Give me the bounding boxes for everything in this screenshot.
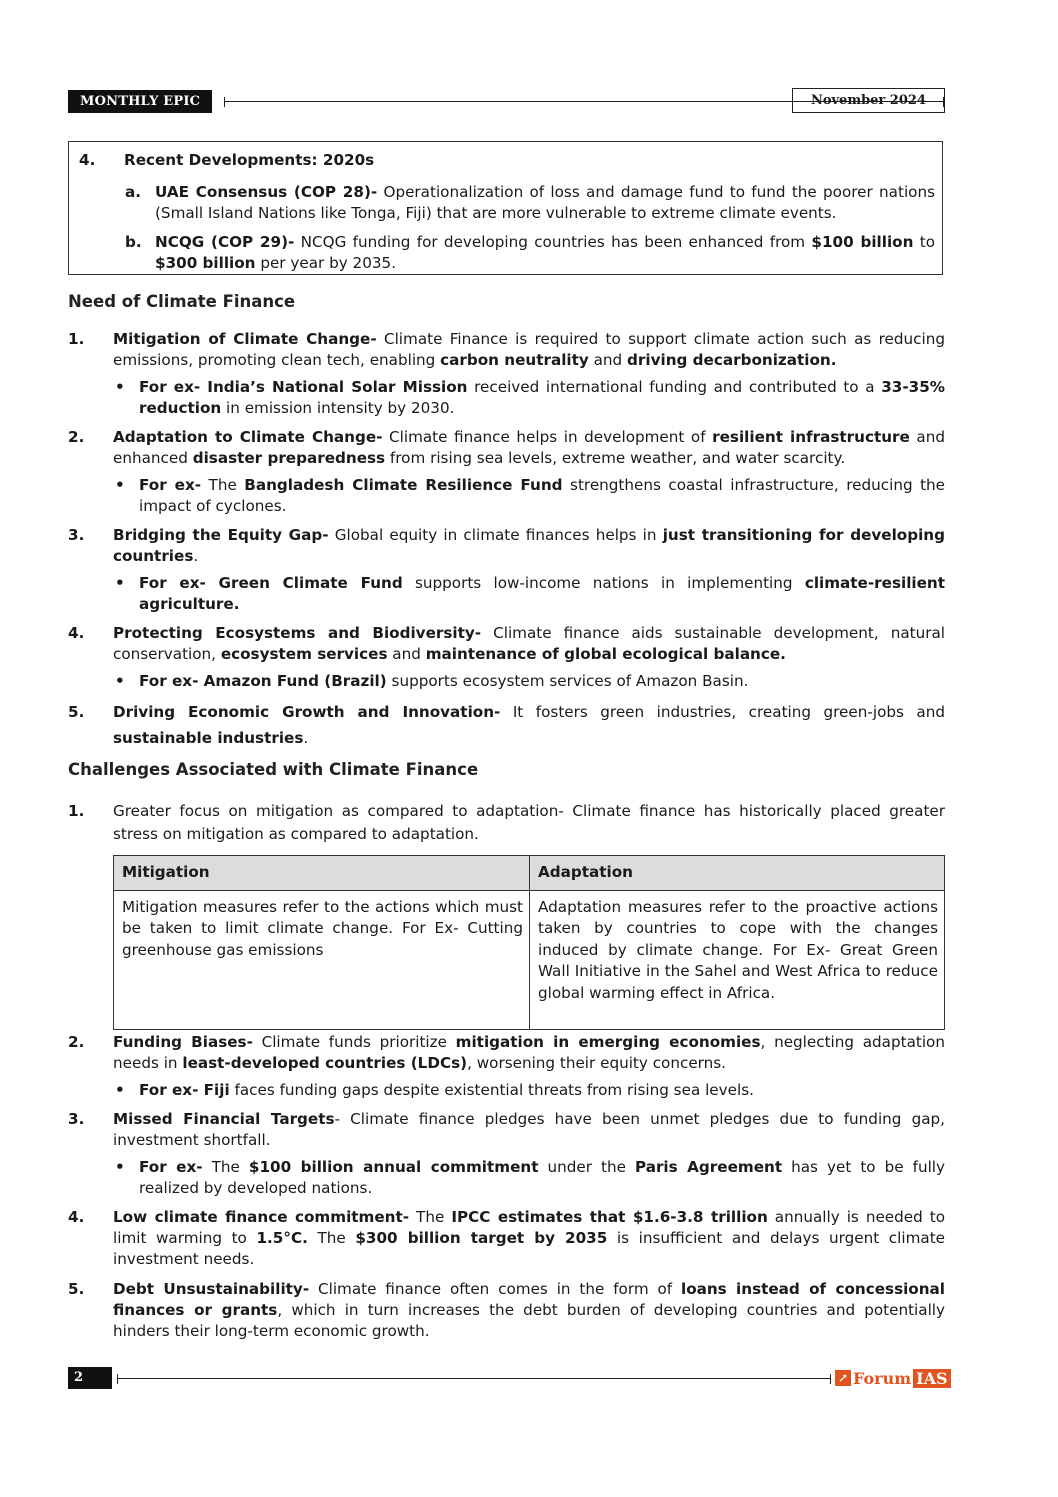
item-number: 5.: [68, 703, 85, 721]
item-number: 2.: [68, 1033, 85, 1051]
item-number: 2.: [68, 428, 85, 446]
footer-rule: [117, 1378, 831, 1379]
item-title: Driving Economic Growth and Innovation-: [113, 703, 501, 721]
box-number: 4.: [79, 151, 96, 169]
bullet-emphasis: $100 billion annual commitment: [248, 1158, 539, 1176]
item-text: - Climate finance pledges have been unmet pledges due to funding gap, investment shortfall.: [113, 1110, 946, 1149]
logo-forum-text: Forum: [853, 1368, 912, 1388]
item-text: is insufficient and delays urgent climate investment needs.: [113, 1229, 945, 1268]
item-number: 1.: [68, 330, 85, 348]
bullet-dot: •: [115, 378, 125, 396]
bullet-text: supports ecosystem services of Amazon Basin.: [386, 672, 749, 690]
item-text: The: [409, 1208, 452, 1226]
need-item-3: [68, 525, 945, 567]
challenge-bullet-3: [113, 1157, 945, 1199]
item-text: from rising sea levels, extreme weather, and water scarcity.: [385, 449, 846, 467]
challenge-item-2: [68, 1032, 945, 1074]
need-item-4: [68, 623, 945, 665]
bullet-text: faces funding gaps despite existential threats from rising sea levels.: [229, 1081, 754, 1099]
item-number: 4.: [68, 624, 85, 642]
item-text: and: [387, 645, 426, 663]
need-item-2: [68, 427, 945, 469]
item-number: 4.: [68, 1208, 85, 1226]
box-heading: [79, 151, 374, 169]
section-heading-need: Need of Climate Finance: [68, 292, 296, 311]
bullet-emphasis: For ex- India’s National Solar Mission: [139, 378, 468, 396]
item-title: Missed Financial Targets: [113, 1110, 335, 1128]
bullet-text: under the: [538, 1158, 635, 1176]
need-bullet-2: [113, 475, 945, 517]
item-text: NCQG funding for developing countries has been enhanced from: [294, 233, 812, 251]
item-text: Climate funds prioritize: [252, 1033, 456, 1051]
item-emphasis: resilient infrastructure: [712, 428, 910, 446]
item-text: per year by 2035.: [255, 254, 397, 272]
table-row: [114, 890, 945, 1029]
item-emphasis: just transitioning for developing countries: [113, 526, 945, 565]
bullet-text: has yet to be fully realized by developed nations.: [139, 1158, 946, 1197]
item-text: .: [303, 729, 309, 747]
challenge-item-5: [68, 1279, 945, 1342]
item-text: , which in turn increases the debt burden of developing countries and potentially hinders their long-term economic growth.: [113, 1301, 945, 1340]
item-text: Climate Finance is required to support climate action such as reducing emissions, promoting clean tech, enabling: [113, 330, 945, 369]
bullet-emphasis: For ex- Fiji: [139, 1081, 230, 1099]
item-number: 3.: [68, 526, 85, 544]
item-emphasis: disaster preparedness: [192, 449, 386, 467]
item-emphasis: maintenance of global ecological balance.: [425, 645, 786, 663]
item-title: Mitigation of Climate Change-: [113, 330, 377, 348]
item-label: b.: [125, 233, 142, 251]
item-title: Adaptation to Climate Change-: [113, 428, 383, 446]
bullet-dot: •: [115, 1158, 125, 1176]
item-emphasis: 1.5°C.: [256, 1229, 308, 1247]
bullet-text: supports low-income nations in implementing: [402, 574, 805, 592]
item-text: It fosters green industries, creating green-jobs and: [500, 703, 945, 721]
bullet-emphasis: For ex- Amazon Fund (Brazil): [139, 672, 387, 690]
item-label: a.: [125, 183, 142, 201]
item-text: Climate finance aids sustainable development, natural conservation,: [113, 624, 945, 663]
item-text: Global equity in climate finances helps in: [328, 526, 663, 544]
item-emphasis: sustainable industries: [113, 729, 304, 747]
bullet-emphasis: Paris Agreement: [634, 1158, 783, 1176]
table-cell: Adaptation measures refer to the proactive actions taken by countries to cope with the changes induced by climate change. For Ex- Great Green Wall Initiative in the Sahel and West Africa to reduce global warming effect in Africa.: [530, 890, 945, 1029]
forumias-logo: [835, 1368, 951, 1388]
bullet-text: in emission intensity by 2030.: [221, 399, 455, 417]
item-text: , neglecting adaptation needs in: [113, 1033, 945, 1072]
box-item-b: [125, 232, 935, 274]
item-number: 3.: [68, 1110, 85, 1128]
item-text: and enhanced: [113, 428, 945, 467]
item-text: The: [307, 1229, 356, 1247]
item-emphasis: carbon neutrality: [440, 351, 589, 369]
item-number: 1.: [68, 802, 85, 820]
item-emphasis: mitigation in emerging economies: [455, 1033, 761, 1051]
need-bullet-1: [113, 377, 945, 419]
bullet-dot: •: [115, 476, 125, 494]
challenge-item-3: [68, 1109, 945, 1151]
item-text: to: [913, 233, 935, 251]
item-number: 5.: [68, 1280, 85, 1298]
issue-date: November 2024: [792, 88, 945, 113]
bullet-text: The: [202, 1158, 249, 1176]
bullet-emphasis: climate-resilient agriculture.: [139, 574, 945, 613]
bullet-dot: •: [115, 1081, 125, 1099]
item-title: Bridging the Equity Gap-: [113, 526, 329, 544]
bullet-emphasis: 33-35% reduction: [139, 378, 945, 417]
item-text: Greater focus on mitigation as compared to adaptation- Climate finance has historically placed greater stress on mitigation as compared to adaptation.: [113, 802, 945, 843]
item-emphasis: $300 billion target by 2035: [355, 1229, 608, 1247]
mitigation-adaptation-table: [113, 855, 945, 1030]
recent-developments-box: [68, 141, 943, 275]
item-emphasis: $100 billion: [811, 233, 914, 251]
table-header-cell: Mitigation: [114, 856, 530, 891]
box-title: Recent Developments: 2020s: [124, 151, 375, 169]
item-title: Protecting Ecosystems and Biodiversity-: [113, 624, 482, 642]
challenge-bullet-2: [113, 1080, 945, 1101]
section-heading-challenges: Challenges Associated with Climate Finance: [68, 760, 479, 779]
box-item-a: [125, 182, 935, 224]
need-item-1: [68, 329, 945, 371]
item-title: Funding Biases-: [113, 1033, 253, 1051]
item-emphasis: driving decarbonization.: [627, 351, 837, 369]
table-header-row: [114, 856, 945, 891]
logo-ias-text: IAS: [913, 1369, 950, 1388]
bullet-emphasis: For ex-: [139, 476, 202, 494]
challenge-item-4: [68, 1207, 945, 1270]
item-text: Climate finance helps in development of: [382, 428, 713, 446]
bullet-text: The: [201, 476, 245, 494]
item-text: annually is needed to limit warming to: [113, 1208, 946, 1247]
need-bullet-3: [113, 573, 945, 615]
item-emphasis: IPCC estimates that $1.6-3.8 trillion: [451, 1208, 768, 1226]
item-text: .: [193, 547, 199, 565]
bullet-emphasis: For ex-: [139, 1158, 203, 1176]
page-number: 2: [68, 1367, 112, 1389]
need-item-5: [68, 699, 945, 751]
magazine-tag: MONTHLY EPIC: [68, 90, 212, 113]
item-title: UAE Consensus (COP 28)-: [155, 183, 378, 201]
item-emphasis: $300 billion: [155, 254, 256, 272]
bullet-emphasis: For ex- Green Climate Fund: [139, 574, 403, 592]
item-text: , worsening their equity concerns.: [467, 1054, 727, 1072]
bullet-text: strengthens coastal infrastructure, reducing the impact of cyclones.: [139, 476, 946, 515]
item-text: Climate finance often comes in the form of: [309, 1280, 681, 1298]
challenge-item-1: [68, 800, 945, 846]
item-text: and: [588, 351, 628, 369]
item-emphasis: ecosystem services: [220, 645, 388, 663]
bullet-text: received international funding and contributed to a: [467, 378, 882, 396]
item-emphasis: least-developed countries (LDCs): [182, 1054, 468, 1072]
item-title: NCQG (COP 29)-: [155, 233, 295, 251]
table-cell: Mitigation measures refer to the actions which must be taken to limit climate change. For Ex- Cutting greenhouse gas emissions: [114, 890, 530, 1029]
bullet-emphasis: Bangladesh Climate Resilience Fund: [244, 476, 563, 494]
item-emphasis: loans instead of concessional finances or grants: [113, 1280, 946, 1319]
bullet-dot: •: [115, 574, 125, 592]
item-title: Debt Unsustainability-: [113, 1280, 310, 1298]
bullet-dot: •: [115, 672, 125, 690]
table-header-cell: Adaptation: [530, 856, 945, 891]
item-title: Low climate finance commitment-: [113, 1208, 410, 1226]
arrow-icon: ↗: [835, 1370, 851, 1386]
need-bullet-4: [113, 671, 945, 692]
item-text: Operationalization of loss and damage fund to fund the poorer nations (Small Island Nations like Tonga, Fiji) that are more vulnerable to extreme climate events.: [155, 183, 935, 222]
